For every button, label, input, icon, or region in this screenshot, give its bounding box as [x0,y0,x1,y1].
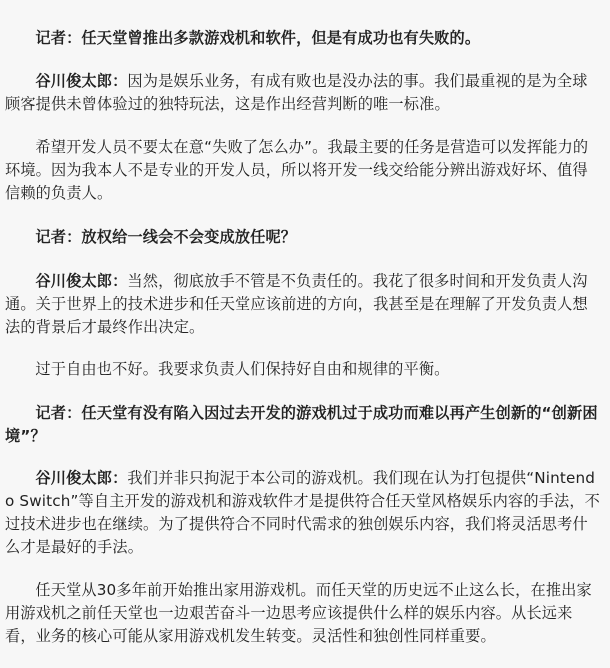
paragraph-text: 任天堂从30多年前开始推出家用游戏机。而任天堂的历史远不止这么长，在推出家用游戏机之前任天堂也一边艰苦奋斗一边思考应该提供什么样的娱乐内容。从长远来看，业务的核心可能从家用游戏机发生转变。灵活性和独创性同样重要。 [5,581,592,645]
answer-paragraph [5,270,601,339]
speaker-label: 记者： [35,404,82,422]
paragraph-text: 任天堂有没有陷入因过去开发的游戏机过于成功而难以再产生创新的“创新困境”？ [5,404,598,445]
speaker-label: 记者： [35,29,82,47]
answer-paragraph [5,70,601,116]
speaker-label: 记者： [35,228,82,246]
paragraph-text: 希望开发人员不要太在意“失败了怎么办”。我最主要的任务是营造可以发挥能力的环境。因为我本人不是专业的开发人员，所以将开发一线交给能分辨出游戏好坏、值得信赖的负责人。 [5,138,589,202]
paragraph-text: 任天堂曾推出多款游戏机和软件，但是有成功也有失败的。 [81,29,481,47]
speaker-label: 谷川俊太郎： [35,72,128,90]
paragraph-text: 因为是娱乐业务，有成有败也是没办法的事。我们最重视的是为全球顾客提供未曾体验过的独特玩法，这是作出经营判断的唯一标准。 [5,72,588,113]
speaker-label: 谷川俊太郎： [35,469,128,487]
paragraph-text: 我们并非只拘泥于本公司的游戏机。我们现在认为打包提供“Nintendo Switch”等自主开发的游戏机和游戏软件才是提供符合任天堂风格娱乐内容的手法，不过技术进步也在继续。为了提供符合不同时代需求的独创娱乐内容，我们将灵活思考什么才是最好的手法。 [5,469,601,556]
paragraph-text: 当然，彻底放手不管是不负责任的。我花了很多时间和开发负责人沟通。关于世界上的技术进步和任天堂应该前进的方向，我甚至是在理解了开发负责人想法的背景后才最终作出决定。 [5,272,588,336]
speaker-label: 谷川俊太郎： [35,272,128,290]
answer-paragraph [5,358,601,381]
paragraph-text: 过于自由也不好。我要求负责人们保持好自由和规律的平衡。 [35,360,450,378]
answer-paragraph [5,136,601,205]
question-paragraph [5,27,601,50]
question-paragraph [5,402,601,448]
question-paragraph [5,226,601,249]
answer-paragraph [5,579,601,648]
paragraph-text: 放权给一线会不会变成放任呢？ [81,228,297,246]
answer-paragraph [5,467,601,559]
